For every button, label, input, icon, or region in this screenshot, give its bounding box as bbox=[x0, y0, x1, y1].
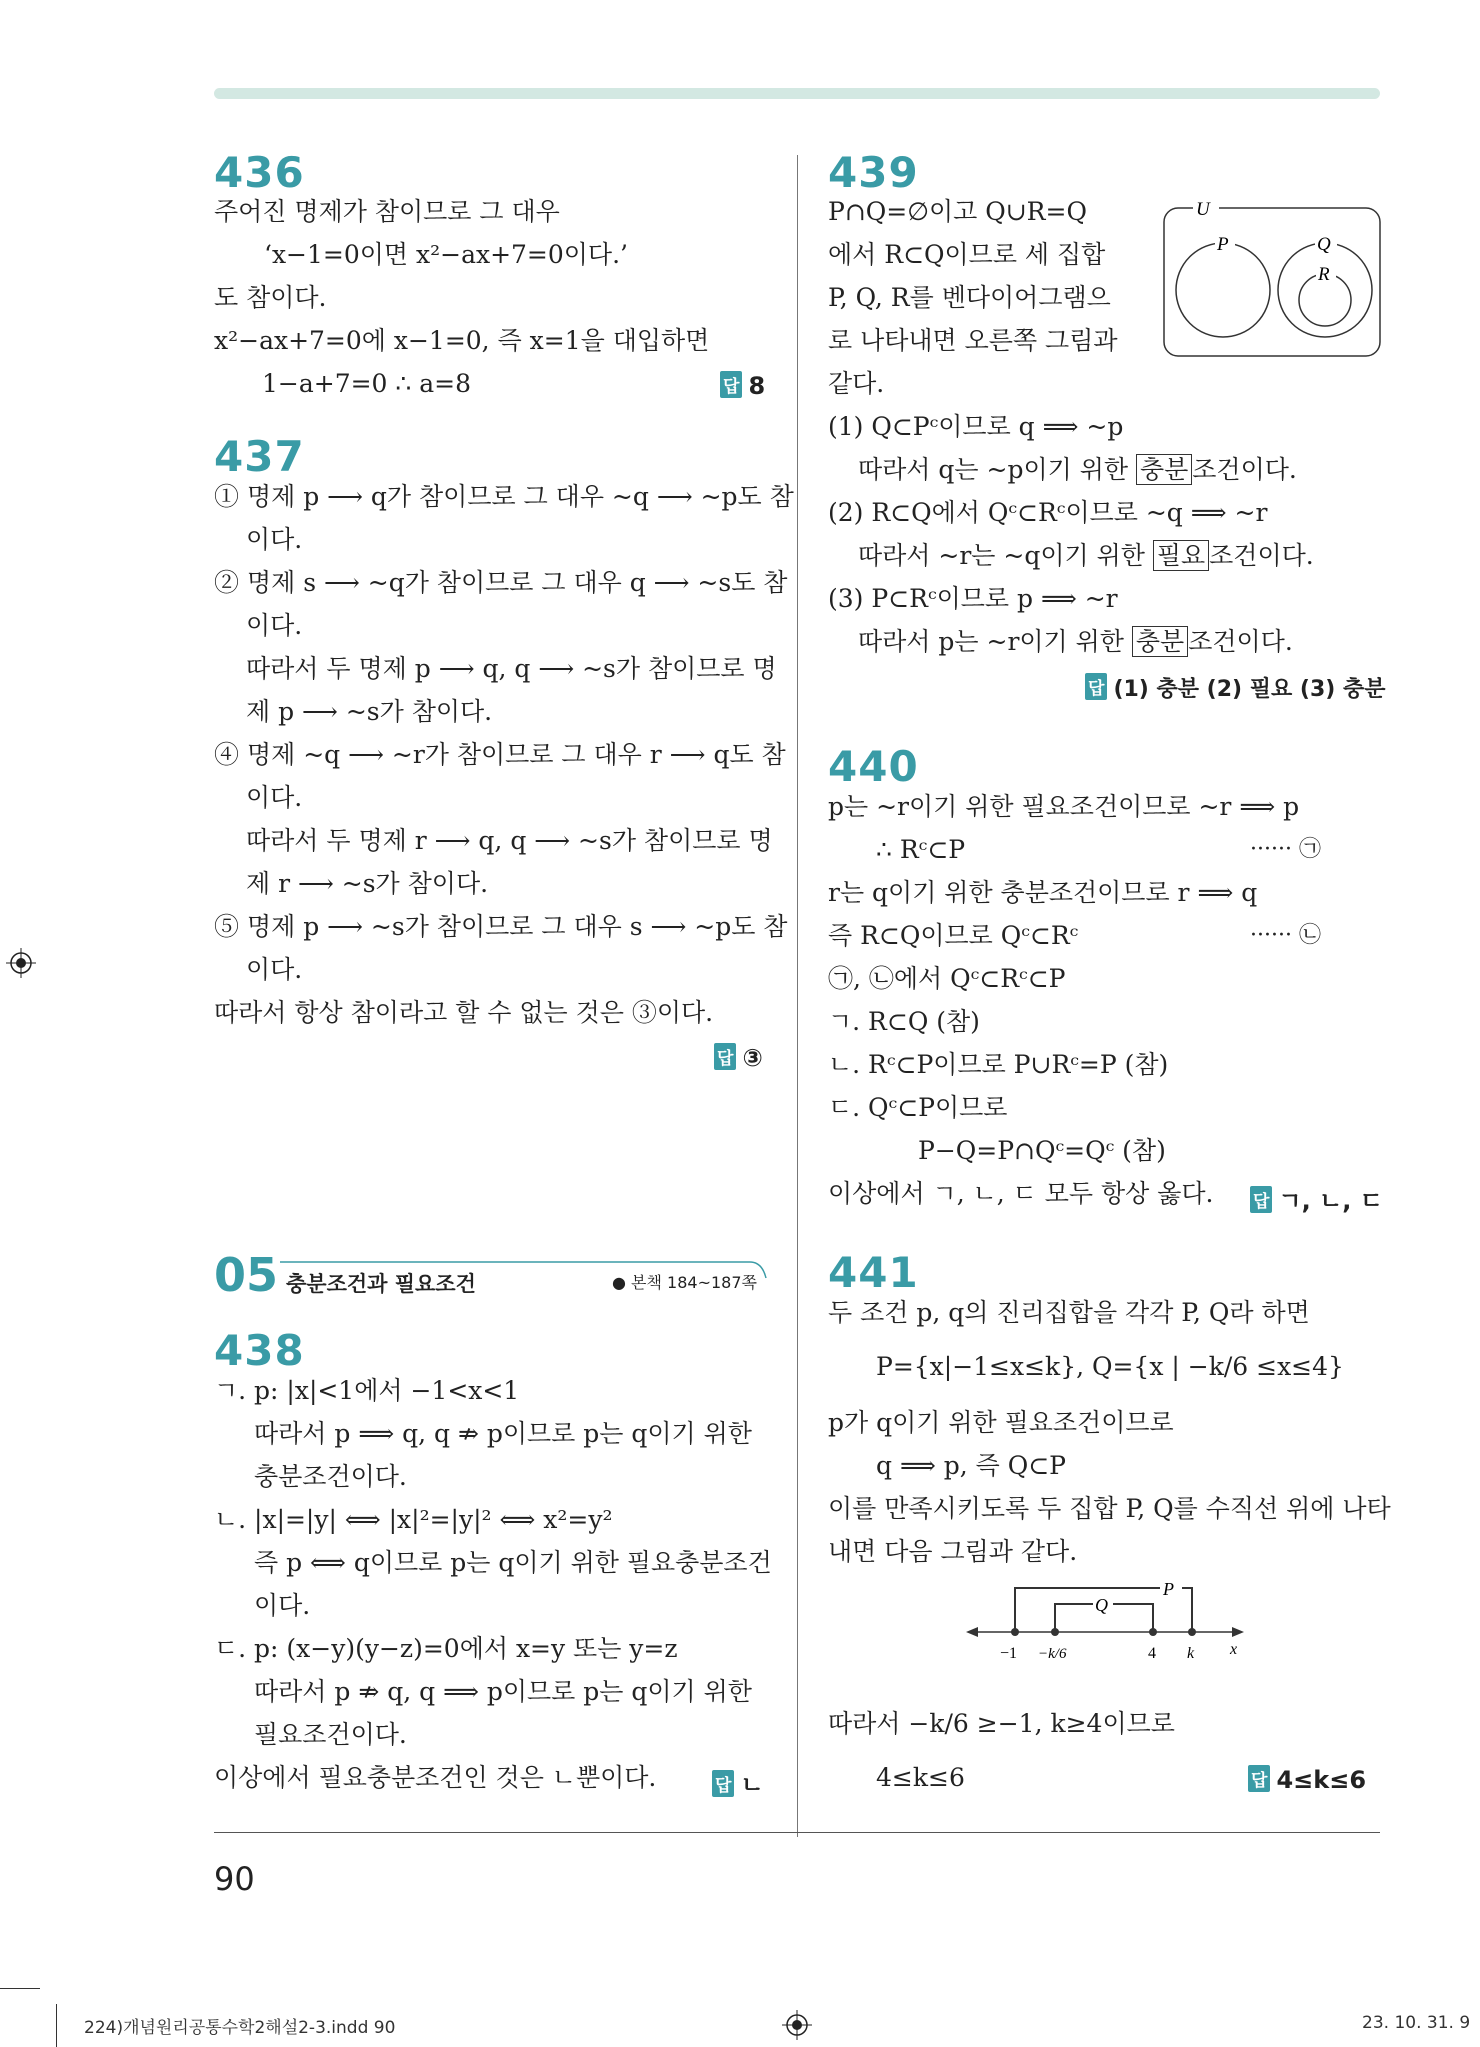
column-divider bbox=[797, 155, 798, 1837]
p439-line-5: 같다. bbox=[828, 369, 885, 398]
p438-line-8: 따라서 p ⇏ q, q ⟹ p이므로 p는 q이기 위한 bbox=[254, 1677, 752, 1706]
p438-line-10: 이상에서 필요충분조건인 것은 ㄴ뿐이다. bbox=[214, 1763, 657, 1792]
venn-label-R: R bbox=[1318, 264, 1330, 285]
p439-line-1: P∩Q=∅이고 Q∪R=Q bbox=[828, 197, 1087, 226]
venn-diagram bbox=[1163, 200, 1383, 358]
crop-mark-h bbox=[0, 1988, 40, 1989]
p440-mark-2: ······ ㉡ bbox=[1250, 923, 1321, 948]
p440-answer bbox=[1250, 1181, 1383, 1216]
axis-arrow-right bbox=[1232, 1627, 1244, 1637]
tick-label-k: k bbox=[1187, 1645, 1195, 1662]
p436-line-2: ‘x−1=0이면 x²−ax+7=0이다.’ bbox=[264, 240, 628, 269]
section-number: 05 bbox=[214, 1248, 279, 1302]
p441-line-4: q ⟹ p, 즉 Q⊂P bbox=[876, 1451, 1066, 1480]
p438-answer bbox=[712, 1765, 764, 1800]
point-k bbox=[1188, 1628, 1196, 1636]
p438-line-6: 이다. bbox=[254, 1591, 311, 1620]
point-minus-1 bbox=[1011, 1628, 1019, 1636]
p437-line-2: 이다. bbox=[246, 525, 303, 554]
p440-line-6: ㄱ. R⊂Q (참) bbox=[828, 1007, 980, 1036]
p438-line-1: ㄱ. p: |x|<1에서 −1<x<1 bbox=[214, 1376, 520, 1405]
p440-line-4: 즉 R⊂Q이므로 Qᶜ⊂Rᶜ bbox=[828, 921, 1079, 950]
bottom-rule bbox=[214, 1832, 1380, 1833]
p438-line-5: 즉 p ⟺ q이므로 p는 q이기 위한 필요충분조건 bbox=[254, 1548, 772, 1577]
section-title: 충분조건과 필요조건 bbox=[286, 1272, 476, 1296]
p439-line-11-text: 따라서 p는 ~r이기 위한 bbox=[858, 627, 1124, 656]
answer-badge: 답 bbox=[1085, 673, 1107, 700]
p439-line-9-text: 따라서 ~r는 ~q이기 위한 bbox=[858, 541, 1145, 570]
p441-answer-value: 4≤k≤6 bbox=[1276, 1766, 1367, 1794]
p440-answer-value: ㄱ, ㄴ, ㄷ bbox=[1278, 1187, 1383, 1215]
p436-line-4: x²−ax+7=0에 x−1=0, 즉 x=1을 대입하면 bbox=[214, 326, 710, 355]
venn-set-P bbox=[1176, 243, 1270, 337]
p441-line-2: P={x|−1≤x≤k}, Q={x | −k/6 ≤x≤4} bbox=[876, 1352, 1344, 1381]
p440-line-7: ㄴ. Rᶜ⊂P이므로 P∪Rᶜ=P (참) bbox=[828, 1050, 1169, 1079]
p436-line-5: 1−a+7=0 ∴ a=8 bbox=[262, 369, 472, 398]
p438-line-2: 따라서 p ⟹ q, q ⇏ p이므로 p는 q이기 위한 bbox=[254, 1419, 752, 1448]
venn-label-Q: Q bbox=[1317, 234, 1331, 255]
p440-line-10: 이상에서 ㄱ, ㄴ, ㄷ 모두 항상 옳다. bbox=[828, 1179, 1214, 1208]
p439-line-9 bbox=[858, 541, 1314, 571]
boxed-answer-3: 충분 bbox=[1132, 626, 1188, 657]
p439-line-11-suffix: 조건이다. bbox=[1188, 627, 1293, 656]
p441-line-7: 따라서 −k/6 ≥−1, k≥4이므로 bbox=[828, 1709, 1175, 1738]
top-decorative-bar bbox=[214, 88, 1380, 99]
p440-line-5: ㉠, ㉡에서 Qᶜ⊂Rᶜ⊂P bbox=[828, 964, 1066, 993]
p440-line-8: ㄷ. Qᶜ⊂P이므로 bbox=[828, 1093, 1008, 1122]
p441-line-1: 두 조건 p, q의 진리집합을 각각 P, Q라 하면 bbox=[828, 1298, 1310, 1327]
p439-line-7-suffix: 조건이다. bbox=[1192, 455, 1297, 484]
p439-answer bbox=[1085, 672, 1386, 703]
number-line-figure bbox=[960, 1582, 1260, 1682]
p441-line-8: 4≤k≤6 bbox=[876, 1763, 965, 1792]
problem-number-440: 440 bbox=[828, 742, 919, 791]
footer-date: 23. 10. 31. 9 bbox=[1362, 2013, 1471, 2033]
p438-line-3: 충분조건이다. bbox=[254, 1462, 407, 1491]
p437-answer-value: ③ bbox=[742, 1044, 763, 1072]
label-Q: Q bbox=[1095, 1595, 1108, 1615]
p438-line-7: ㄷ. p: (x−y)(y−z)=0에서 x=y 또는 y=z bbox=[214, 1634, 678, 1663]
p437-line-11: ⑤ 명제 p ⟶ ~s가 참이므로 그 대우 s ⟶ ~p도 참 bbox=[214, 912, 788, 941]
problem-number-438: 438 bbox=[214, 1326, 305, 1375]
p437-line-1: ① 명제 p ⟶ q가 참이므로 그 대우 ~q ⟶ ~p도 참 bbox=[214, 482, 794, 511]
p437-line-9: 따라서 두 명제 r ⟶ q, q ⟶ ~s가 참이므로 명 bbox=[246, 826, 773, 855]
tick-label-minus-k-over-6: −k/6 bbox=[1038, 1646, 1067, 1662]
p439-line-7-text: 따라서 q는 ~p이기 위한 bbox=[858, 455, 1128, 484]
p439-line-10: (3) P⊂Rᶜ이므로 p ⟹ ~r bbox=[828, 584, 1118, 613]
p436-line-1: 주어진 명제가 참이므로 그 대우 bbox=[214, 197, 560, 226]
page-number: 90 bbox=[214, 1860, 255, 1898]
registration-mark-bottom bbox=[782, 2010, 812, 2040]
p441-line-3: p가 q이기 위한 필요조건이므로 bbox=[828, 1408, 1174, 1437]
p441-answer bbox=[1248, 1765, 1366, 1794]
boxed-answer-1: 충분 bbox=[1136, 454, 1192, 485]
boxed-answer-2: 필요 bbox=[1153, 540, 1209, 571]
p440-mark-1: ······ ㉠ bbox=[1250, 837, 1321, 862]
tick-label-minus-1: −1 bbox=[1000, 1645, 1018, 1662]
p439-answer-value: (1) 충분 (2) 필요 (3) 충분 bbox=[1113, 677, 1386, 702]
p440-line-3: r는 q이기 위한 충분조건이므로 r ⟹ q bbox=[828, 878, 1258, 907]
p437-line-5: 따라서 두 명제 p ⟶ q, q ⟶ ~s가 참이므로 명 bbox=[246, 654, 777, 683]
p438-line-9: 필요조건이다. bbox=[254, 1720, 407, 1749]
p440-line-1: p는 ~r이기 위한 필요조건이므로 ~r ⟹ p bbox=[828, 792, 1300, 821]
p441-line-5: 이를 만족시키도록 두 집합 P, Q를 수직선 위에 나타 bbox=[828, 1494, 1391, 1523]
answer-badge: 답 bbox=[714, 1043, 736, 1070]
p439-line-4: 로 나타내면 오른쪽 그림과 bbox=[828, 326, 1118, 355]
p440-line-2: ∴ Rᶜ⊂P bbox=[876, 835, 966, 864]
p439-line-8: (2) R⊂Q에서 Qᶜ⊂Rᶜ이므로 ~q ⟹ ~r bbox=[828, 498, 1268, 527]
p439-line-2: 에서 R⊂Q이므로 세 집합 bbox=[828, 240, 1106, 269]
p441-line-6: 내면 다음 그림과 같다. bbox=[828, 1537, 1078, 1566]
p436-answer bbox=[720, 371, 765, 400]
p439-line-9-suffix: 조건이다. bbox=[1209, 541, 1314, 570]
p436-answer-value: 8 bbox=[748, 372, 766, 400]
axis-arrow-left bbox=[966, 1627, 978, 1637]
venn-universe bbox=[1164, 208, 1380, 356]
venn-label-P: P bbox=[1217, 234, 1229, 255]
p437-line-4: 이다. bbox=[246, 611, 303, 640]
problem-number-439: 439 bbox=[828, 148, 919, 197]
p437-line-10: 제 r ⟶ ~s가 참이다. bbox=[246, 869, 489, 898]
p439-line-11 bbox=[858, 627, 1293, 657]
p440-line-9: P−Q=P∩Qᶜ=Qᶜ (참) bbox=[918, 1136, 1166, 1165]
answer-badge: 답 bbox=[712, 1770, 734, 1797]
footer-filename: 224)개념원리공통수학2해설2-3.indd 90 bbox=[84, 2018, 396, 2038]
p438-answer-value: ㄴ bbox=[740, 1771, 764, 1799]
registration-mark-left bbox=[6, 948, 36, 978]
p438-line-4: ㄴ. |x|=|y| ⟺ |x|²=|y|² ⟺ x²=y² bbox=[214, 1505, 613, 1534]
axis-label-x: x bbox=[1230, 1641, 1238, 1658]
answer-badge: 답 bbox=[1250, 1186, 1272, 1213]
point-4 bbox=[1149, 1628, 1157, 1636]
p436-line-3: 도 참이다. bbox=[214, 283, 327, 312]
point-minus-k-over-6 bbox=[1051, 1628, 1059, 1636]
problem-number-436: 436 bbox=[214, 148, 305, 197]
crop-mark-v bbox=[56, 2004, 57, 2047]
tick-label-4: 4 bbox=[1148, 1645, 1156, 1662]
label-P: P bbox=[1163, 1582, 1174, 1599]
p439-line-7 bbox=[858, 455, 1297, 485]
p437-line-8: 이다. bbox=[246, 783, 303, 812]
answer-badge: 답 bbox=[1248, 1765, 1270, 1792]
p437-answer bbox=[714, 1043, 763, 1072]
p439-line-3: P, Q, R를 벤다이어그램으 bbox=[828, 283, 1111, 312]
p437-line-13: 따라서 항상 참이라고 할 수 없는 것은 ③이다. bbox=[214, 998, 714, 1027]
p437-line-7: ④ 명제 ~q ⟶ ~r가 참이므로 그 대우 r ⟶ q도 참 bbox=[214, 740, 786, 769]
problem-number-437: 437 bbox=[214, 432, 305, 481]
section-page-ref: ● 본책 184~187쪽 bbox=[612, 1273, 757, 1292]
p437-line-6: 제 p ⟶ ~s가 참이다. bbox=[246, 697, 493, 726]
venn-label-U: U bbox=[1196, 200, 1210, 220]
p439-line-6: (1) Q⊂Pᶜ이므로 q ⟹ ~p bbox=[828, 412, 1124, 441]
p437-line-12: 이다. bbox=[246, 955, 303, 984]
answer-badge: 답 bbox=[720, 371, 742, 398]
venn-set-Q bbox=[1278, 243, 1372, 337]
problem-number-441: 441 bbox=[828, 1248, 919, 1297]
p437-line-3: ② 명제 s ⟶ ~q가 참이므로 그 대우 q ⟶ ~s도 참 bbox=[214, 568, 788, 597]
